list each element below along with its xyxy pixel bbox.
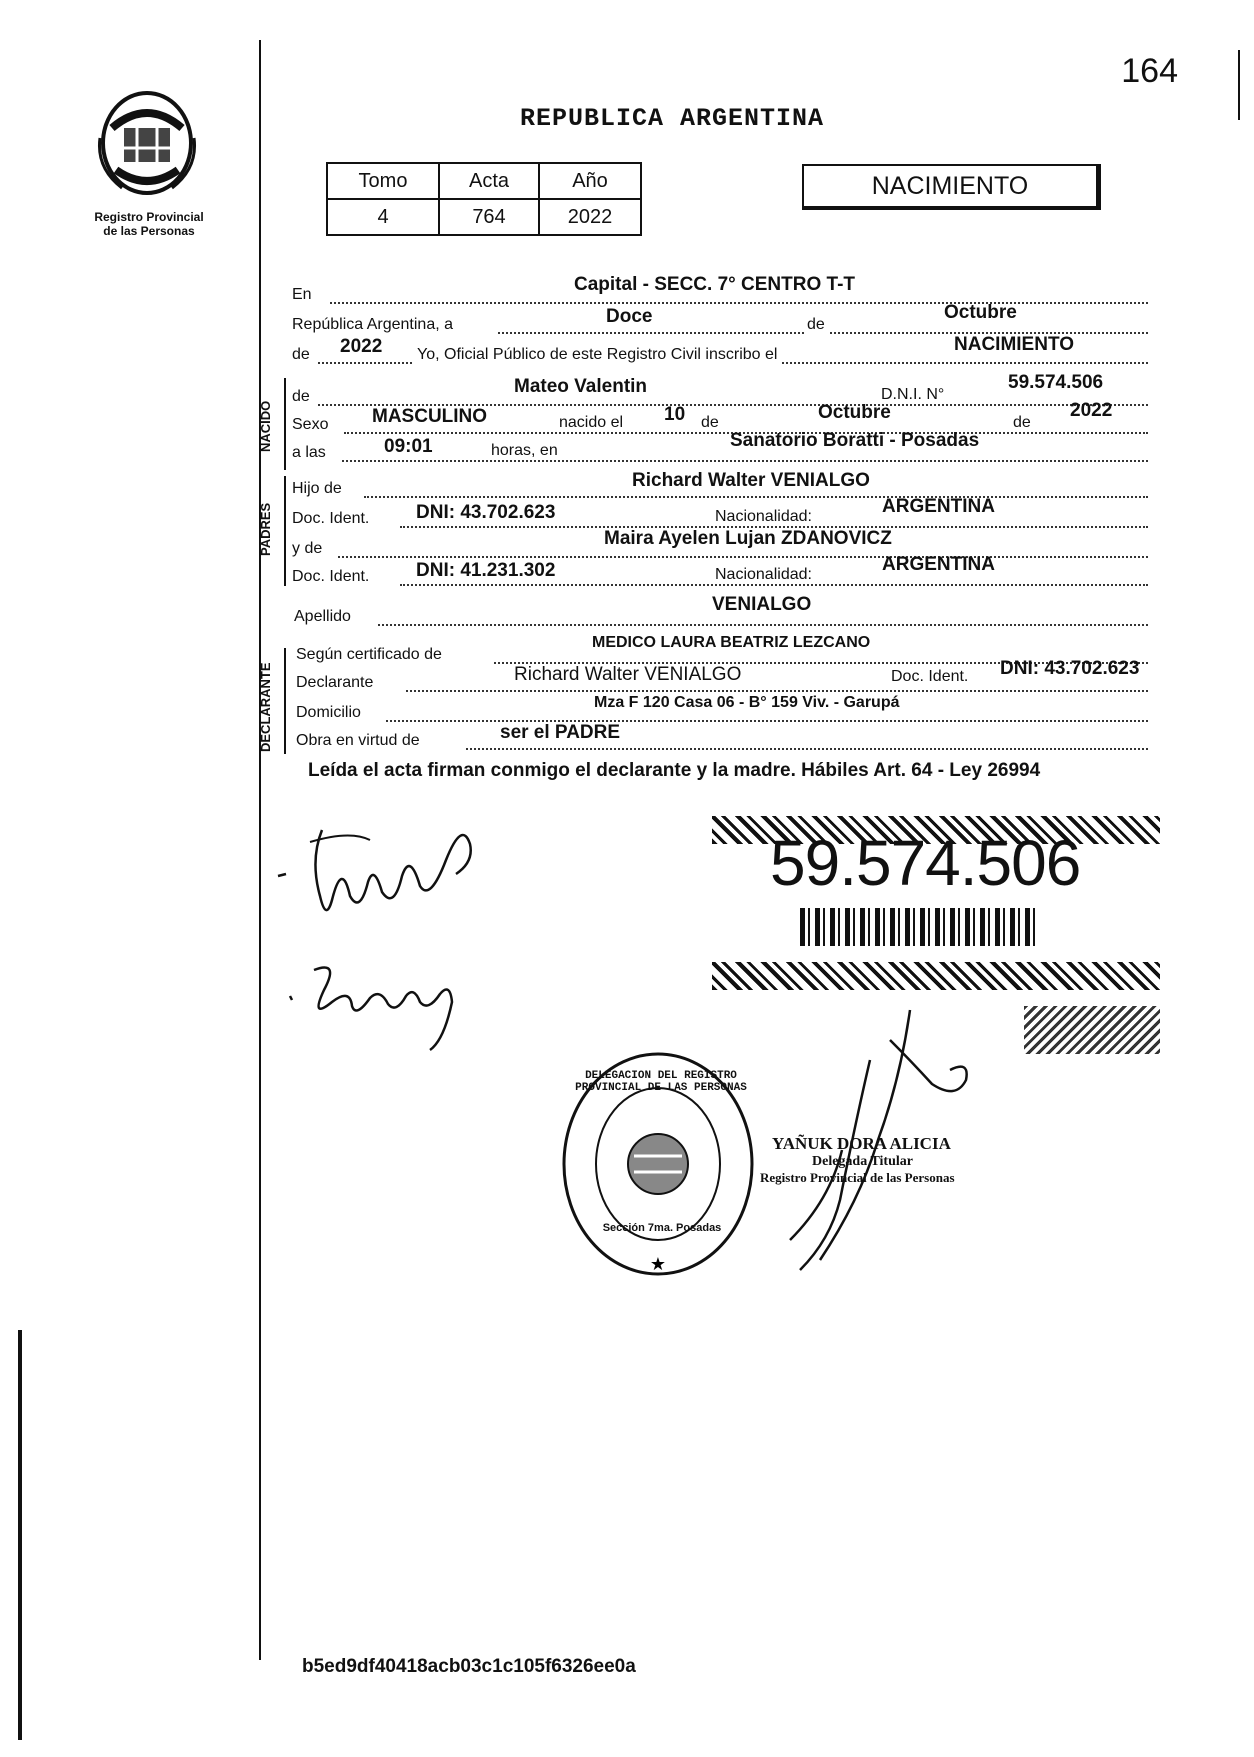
dotted-leader	[338, 556, 1148, 558]
act-type-box: NACIMIENTO	[802, 164, 1101, 210]
mother-nationality: ARGENTINA	[882, 554, 995, 575]
certificate-value: MEDICO LAURA BEATRIZ LEZCANO	[592, 634, 871, 651]
registry-caption	[70, 210, 228, 238]
value-acta: 764	[439, 199, 539, 235]
doc-label: Doc. Ident.	[888, 668, 971, 686]
born-year: 2022	[1070, 400, 1113, 421]
de-label: de	[1010, 414, 1034, 432]
declarante-label: Declarante	[296, 674, 374, 691]
registry-caption-line1: Registro Provincial	[94, 210, 204, 224]
act-place: Capital - SECC. 7° CENTRO T-T	[574, 274, 856, 295]
serial-number: 59.574.506	[770, 827, 1081, 899]
de-label: de	[292, 346, 310, 363]
act-month: Octubre	[944, 302, 1017, 323]
republica-label: República Argentina, a	[292, 316, 453, 333]
dotted-leader	[342, 460, 1148, 462]
security-hologram	[1024, 1006, 1160, 1054]
horas-label: horas, en	[488, 442, 561, 460]
dni-label: D.N.I. N°	[878, 386, 947, 404]
nacido-label: nacido el	[556, 414, 626, 432]
barcode	[800, 908, 1040, 946]
declarant-capacity: ser el PADRE	[500, 722, 621, 743]
born-name: Mateo Valentin	[514, 376, 648, 397]
born-day: 10	[664, 404, 686, 425]
nationality-label: Nacionalidad:	[712, 566, 815, 584]
a-las-label: a las	[292, 444, 326, 461]
born-sex: MASCULINO	[372, 406, 488, 427]
born-place: Sanatorio Boratti - Posadas	[730, 430, 980, 451]
declarant-name: Richard Walter VENIALGO	[514, 664, 742, 685]
de-label: de	[698, 414, 722, 432]
en-label: En	[292, 286, 312, 303]
section-rule-declarante	[284, 648, 286, 754]
officer-org: Registro Provincial de las Personas	[760, 1170, 955, 1185]
registry-table	[326, 162, 642, 236]
document-hash: b5ed9df40418acb03c1c105f6326ee0a	[302, 1656, 636, 1677]
stamp-inner-text: Sección 7ma. Posadas	[602, 1222, 722, 1234]
mother-doc: DNI: 41.231.302	[416, 560, 556, 581]
de-label: de	[292, 388, 310, 405]
officer-role: Delegada Titular	[812, 1154, 913, 1169]
mother-name: Maira Ayelen Lujan ZDANOVICZ	[604, 528, 892, 549]
dotted-leader	[400, 584, 1148, 586]
certificate-label: Según certificado de	[296, 646, 442, 663]
father-name: Richard Walter VENIALGO	[632, 470, 870, 491]
father-nationality: ARGENTINA	[882, 496, 995, 517]
section-label-nacido: NACIDO	[258, 400, 273, 452]
value-ano: 2022	[539, 199, 641, 235]
obra-label: Obra en virtud de	[296, 732, 420, 749]
domicilio-label: Domicilio	[296, 704, 361, 721]
margin-rule-bottom	[18, 1330, 22, 1740]
registry-table-values	[327, 199, 641, 235]
dotted-leader	[378, 624, 1148, 626]
born-month: Octubre	[818, 402, 891, 423]
stamp-ring-text: DELEGACION DEL REGISTRO PROVINCIAL DE LAS PERSONAS	[575, 1070, 747, 1094]
header-ano: Año	[539, 163, 641, 199]
section-rule-padres	[284, 476, 286, 586]
sexo-label: Sexo	[292, 416, 329, 433]
value-tomo: 4	[327, 199, 439, 235]
doc-label: Doc. Ident.	[292, 510, 370, 527]
y-de-label: y de	[292, 540, 323, 557]
right-edge-mark	[1238, 50, 1240, 120]
nationality-label: Nacionalidad:	[712, 508, 815, 526]
declarant-signature	[270, 800, 510, 930]
registry-table-header	[327, 163, 641, 199]
registry-caption-line2: de las Personas	[103, 224, 195, 238]
section-label-padres: PADRES	[258, 502, 273, 556]
section-rule-nacido	[284, 378, 286, 470]
section-label-declarante: DECLARANTE	[258, 662, 273, 752]
mother-signature	[280, 950, 480, 1060]
act-day: Doce	[606, 306, 653, 327]
dotted-leader	[330, 302, 1148, 304]
declarant-doc: DNI: 43.702.623	[1000, 658, 1140, 679]
born-dni: 59.574.506	[1008, 372, 1104, 393]
surname-label: Apellido	[294, 608, 351, 625]
header-acta: Acta	[439, 163, 539, 199]
document-title: REPUBLICA ARGENTINA	[520, 104, 825, 133]
hijo-label: Hijo de	[292, 480, 342, 497]
province-seal-logo	[92, 88, 202, 198]
surname-value: VENIALGO	[712, 594, 812, 615]
act-year: 2022	[340, 336, 383, 357]
officer-text: Yo, Oficial Público de este Registro Civil inscribo el	[414, 346, 780, 364]
dotted-leader	[406, 690, 1148, 692]
svg-text:★: ★	[649, 1254, 667, 1275]
officer-signature	[760, 1000, 990, 1290]
born-time: 09:01	[384, 436, 433, 457]
header-tomo: Tomo	[327, 163, 439, 199]
officer-name: YAÑUK DORA ALICIA	[772, 1134, 951, 1153]
margin-rule	[259, 40, 261, 1660]
doc-label: Doc. Ident.	[292, 568, 370, 585]
closing-statement: Leída el acta firman conmigo el declarante y la madre. Hábiles Art. 64 - Ley 26994	[308, 760, 1041, 781]
father-doc: DNI: 43.702.623	[416, 502, 556, 523]
security-band-bottom	[712, 962, 1160, 990]
de-label: de	[804, 316, 828, 334]
page-number: 164	[1121, 52, 1178, 90]
declarant-address: Mza F 120 Casa 06 - B° 159 Viv. - Garupá	[594, 694, 900, 711]
dotted-leader	[466, 748, 1148, 750]
inscription-type: NACIMIENTO	[954, 334, 1074, 355]
dotted-leader	[364, 496, 1148, 498]
